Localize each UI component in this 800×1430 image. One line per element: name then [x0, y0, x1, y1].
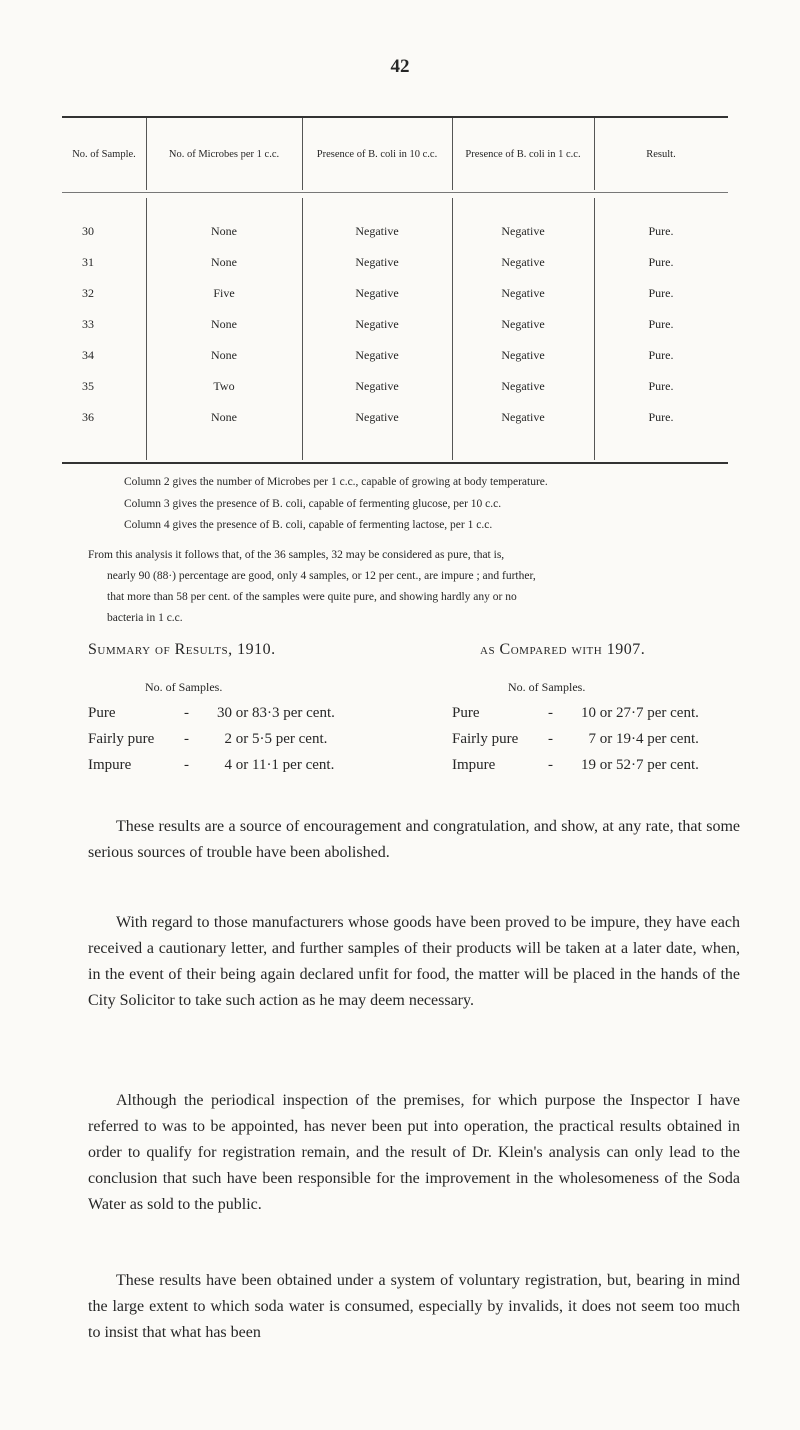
page-number: 42	[390, 56, 410, 77]
table-bottom-rule	[62, 462, 728, 464]
header-result: Result.	[646, 149, 676, 160]
cell-bcoli-1cc: Negative	[501, 255, 545, 269]
header-bcoli-10cc: Presence of B. coli in 10 c.c.	[316, 149, 438, 160]
summary-subheader-1910: No. of Samples.	[145, 680, 223, 694]
analysis-line: bacteria in 1 c.c.	[107, 612, 183, 624]
column-note: Column 2 gives the number of Microbes per 1 c.c., capable of growing at body temperature.	[124, 476, 548, 488]
analysis-line: nearly 90 (88·) percentage are good, only 4 samples, or 12 per cent., are impure ; and further,	[107, 570, 536, 582]
table-row	[62, 216, 728, 247]
cell-sample-no: 36	[82, 410, 94, 424]
summary-dash: -	[548, 731, 553, 747]
table-row	[62, 340, 728, 371]
analysis-line: From this analysis it follows that, of the 36 samples, 32 may be considered as pure, that is,	[88, 549, 505, 561]
analysis-paragraph	[88, 545, 748, 629]
summary-dash: -	[184, 757, 189, 773]
summary-dash: -	[184, 731, 189, 747]
cell-result: Pure.	[648, 224, 674, 238]
summary-percent: or 83·3 per cent.	[235, 705, 335, 721]
body-paragraph	[88, 814, 740, 866]
results-table	[62, 116, 728, 424]
summary-dash: -	[184, 705, 189, 721]
summary-label: Impure	[452, 757, 496, 773]
header-microbes: No. of Microbes per 1 c.c.	[168, 149, 280, 160]
cell-sample-no: 35	[82, 379, 94, 393]
cell-bcoli-10cc: Negative	[355, 379, 399, 393]
summary-count: 10	[581, 705, 596, 721]
body-paragraph	[88, 1268, 740, 1346]
cell-bcoli-1cc: Negative	[501, 286, 545, 300]
column-note: Column 3 gives the presence of B. coli, capable of fermenting glucose, per 10 c.c.	[124, 497, 502, 510]
cell-result: Pure.	[648, 348, 674, 362]
cell-sample-no: 32	[82, 286, 94, 300]
summary-label: Impure	[88, 757, 132, 773]
summary-count: 30	[217, 705, 232, 721]
column-divider	[146, 118, 147, 190]
column-notes	[124, 472, 548, 537]
cell-bcoli-1cc: Negative	[501, 410, 545, 424]
summary-title-1907: as Compared with 1907.	[480, 641, 646, 658]
cell-bcoli-10cc: Negative	[355, 286, 399, 300]
paragraph-text: These results have been obtained under a system of voluntary registration, but, bearing in mind the large extent to which soda water is consumed, especially by invalids, it does not seem too much to insist that what has been	[88, 1272, 740, 1341]
table-row	[62, 371, 728, 402]
cell-microbes: None	[211, 224, 237, 238]
cell-result: Pure.	[648, 410, 674, 424]
cell-bcoli-1cc: Negative	[501, 348, 545, 362]
summary-percent: or 5·5 per cent.	[235, 731, 328, 747]
table-header	[62, 118, 728, 193]
column-divider	[594, 118, 595, 190]
summary-label: Fairly pure	[452, 731, 519, 747]
summary-percent: or 19·4 per cent.	[599, 731, 699, 747]
paragraph-text: These results are a source of encouragement and congratulation, and show, at any rate, that some serious sources of trouble have been abolished.	[88, 818, 740, 861]
table-row	[62, 247, 728, 278]
cell-result: Pure.	[648, 286, 674, 300]
cell-bcoli-1cc: Negative	[501, 317, 545, 331]
cell-sample-no: 33	[82, 317, 94, 331]
summary-percent: or 27·7 per cent.	[599, 705, 699, 721]
header-bcoli-1cc: Presence of B. coli in 1 c.c.	[465, 149, 581, 160]
column-divider	[452, 118, 453, 190]
summary-count: 2	[224, 731, 232, 747]
summary-row-1907	[452, 731, 699, 748]
header-sample-no: No. of Sample.	[72, 149, 136, 160]
cell-microbes: Five	[213, 286, 235, 300]
summary-title-1910: Summary of Results, 1910.	[88, 641, 276, 658]
paragraph-text: With regard to those manufacturers whose goods have been proved to be impure, they have each received a cautionary letter, and further samples of their products will be taken at a later date, when, in the event of their being again declared unfit for food, the matter will be placed in the hands of the City Solicitor to take such action as he may deem necessary.	[88, 914, 740, 1009]
cell-bcoli-10cc: Negative	[355, 410, 399, 424]
cell-microbes: None	[211, 317, 237, 331]
cell-microbes: None	[211, 348, 237, 362]
cell-result: Pure.	[648, 255, 674, 269]
summary-row-1910	[88, 705, 335, 722]
column-divider	[302, 118, 303, 190]
summary-percent: or 52·7 per cent.	[599, 757, 699, 773]
body-paragraph	[88, 1088, 740, 1218]
cell-result: Pure.	[648, 379, 674, 393]
column-note: Column 4 gives the presence of B. coli, capable of fermenting lactose, per 1 c.c.	[124, 519, 493, 531]
table-row	[62, 278, 728, 309]
summary-dash: -	[548, 757, 553, 773]
table-row	[62, 309, 728, 340]
summary-row-1907	[452, 757, 699, 774]
summary-count: 19	[581, 757, 596, 773]
summary-dash: -	[548, 705, 553, 721]
cell-bcoli-1cc: Negative	[501, 224, 545, 238]
summary-label: Fairly pure	[88, 731, 155, 747]
cell-sample-no: 34	[82, 348, 94, 362]
cell-bcoli-10cc: Negative	[355, 348, 399, 362]
paragraph-text: Although the periodical inspection of the premises, for which purpose the Inspector I have referred to was to be appointed, has never been put into operation, the practical results obtained in order to qualify for registration remain, and the result of Dr. Klein's analysis can only lead to the conclusion that such have been responsible for the improvement in the wholesomeness of the Soda Water as sold to the public.	[88, 1092, 740, 1213]
cell-microbes: None	[211, 410, 237, 424]
cell-microbes: Two	[213, 379, 235, 393]
analysis-line: that more than 58 per cent. of the samples were quite pure, and showing hardly any or no	[107, 591, 517, 603]
cell-bcoli-10cc: Negative	[355, 317, 399, 331]
cell-sample-no: 30	[82, 224, 94, 238]
summary-count: 4	[224, 757, 232, 773]
summary-label: Pure	[88, 705, 116, 721]
cell-result: Pure.	[648, 317, 674, 331]
table-row	[62, 402, 728, 433]
summary-count: 7	[588, 731, 596, 747]
cell-bcoli-1cc: Negative	[501, 379, 545, 393]
summary-subheader-1907: No. of Samples.	[508, 680, 586, 694]
summary-row-1910	[88, 757, 334, 774]
body-paragraph	[88, 910, 740, 1014]
summary-label: Pure	[452, 705, 480, 721]
cell-bcoli-10cc: Negative	[355, 255, 399, 269]
summary-row-1907	[452, 705, 699, 722]
cell-microbes: None	[211, 255, 237, 269]
summary-percent: or 11·1 per cent.	[235, 757, 335, 773]
cell-bcoli-10cc: Negative	[355, 224, 399, 238]
summary-row-1910	[88, 731, 327, 748]
cell-sample-no: 31	[82, 255, 94, 269]
